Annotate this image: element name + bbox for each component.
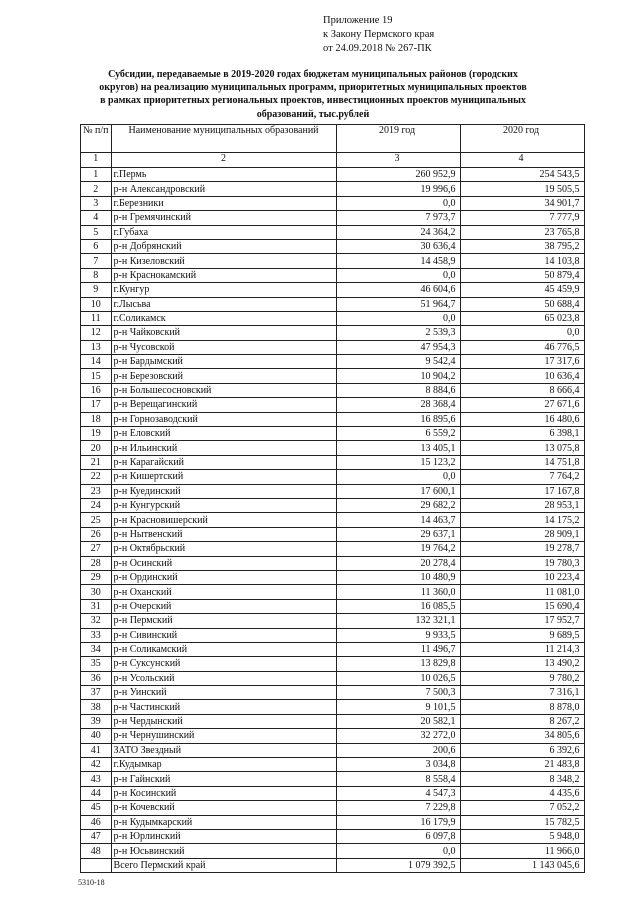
row-number: 16 bbox=[81, 383, 112, 397]
row-number: 48 bbox=[81, 844, 112, 858]
row-number: 15 bbox=[81, 369, 112, 383]
row-value-2019: 2 539,3 bbox=[336, 326, 460, 340]
table-row bbox=[81, 700, 585, 714]
table-row bbox=[81, 642, 585, 656]
row-value-2020: 19 505,5 bbox=[460, 182, 584, 196]
row-number: 44 bbox=[81, 786, 112, 800]
table-row bbox=[81, 239, 585, 253]
row-number: 11 bbox=[81, 311, 112, 325]
row-value-2019: 24 364,2 bbox=[336, 225, 460, 239]
table-row bbox=[81, 513, 585, 527]
row-number: 12 bbox=[81, 326, 112, 340]
row-number: 28 bbox=[81, 556, 112, 570]
appendix-line-1: Приложение 19 bbox=[323, 15, 393, 26]
row-value-2020: 254 543,5 bbox=[460, 168, 584, 182]
row-value-2019: 10 904,2 bbox=[336, 369, 460, 383]
table-row bbox=[81, 455, 585, 469]
table-row bbox=[81, 498, 585, 512]
table-row bbox=[81, 225, 585, 239]
table-row bbox=[81, 844, 585, 858]
row-value-2019: 16 085,5 bbox=[336, 599, 460, 613]
row-value-2020: 21 483,8 bbox=[460, 758, 584, 772]
table-row bbox=[81, 758, 585, 772]
row-value-2019: 6 559,2 bbox=[336, 427, 460, 441]
row-name: г.Губаха bbox=[111, 225, 336, 239]
total-label: Всего Пермский край bbox=[111, 858, 336, 872]
row-value-2019: 20 582,1 bbox=[336, 714, 460, 728]
row-value-2020: 27 671,6 bbox=[460, 398, 584, 412]
row-value-2019: 9 933,5 bbox=[336, 628, 460, 642]
header-2020: 2020 год bbox=[460, 125, 584, 153]
row-name: р-н Косинский bbox=[111, 786, 336, 800]
header-2019: 2019 год bbox=[336, 125, 460, 153]
row-name: р-н Гремячинский bbox=[111, 211, 336, 225]
total-2019: 1 079 392,5 bbox=[336, 858, 460, 872]
table-row bbox=[81, 340, 585, 354]
table-row bbox=[81, 254, 585, 268]
row-value-2019: 14 463,7 bbox=[336, 513, 460, 527]
row-value-2019: 32 272,0 bbox=[336, 729, 460, 743]
total-2020: 1 143 045,6 bbox=[460, 858, 584, 872]
row-name: р-н Бардымский bbox=[111, 355, 336, 369]
row-number: 26 bbox=[81, 527, 112, 541]
table-row bbox=[81, 441, 585, 455]
table-row bbox=[81, 283, 585, 297]
row-number: 4 bbox=[81, 211, 112, 225]
row-name: ЗАТО Звездный bbox=[111, 743, 336, 757]
row-value-2019: 200,6 bbox=[336, 743, 460, 757]
row-name: р-н Суксунский bbox=[111, 657, 336, 671]
table-row bbox=[81, 326, 585, 340]
row-value-2019: 19 764,2 bbox=[336, 542, 460, 556]
row-value-2019: 13 405,1 bbox=[336, 441, 460, 455]
row-value-2020: 8 267,2 bbox=[460, 714, 584, 728]
row-number: 25 bbox=[81, 513, 112, 527]
row-value-2020: 8 348,2 bbox=[460, 772, 584, 786]
row-name: р-н Ильинский bbox=[111, 441, 336, 455]
row-number: 5 bbox=[81, 225, 112, 239]
row-value-2020: 13 490,2 bbox=[460, 657, 584, 671]
total-no-cell bbox=[81, 858, 112, 872]
colnum-4: 4 bbox=[460, 153, 584, 168]
row-value-2020: 34 901,7 bbox=[460, 196, 584, 210]
row-value-2019: 8 558,4 bbox=[336, 772, 460, 786]
row-number: 38 bbox=[81, 700, 112, 714]
row-value-2019: 47 954,3 bbox=[336, 340, 460, 354]
table-row bbox=[81, 196, 585, 210]
row-value-2020: 0,0 bbox=[460, 326, 584, 340]
table-row bbox=[81, 355, 585, 369]
row-name: р-н Чернушинский bbox=[111, 729, 336, 743]
row-value-2020: 11 966,0 bbox=[460, 844, 584, 858]
row-number: 36 bbox=[81, 671, 112, 685]
row-value-2019: 10 480,9 bbox=[336, 570, 460, 584]
row-value-2020: 65 023,8 bbox=[460, 311, 584, 325]
row-name: р-н Юсьвинский bbox=[111, 844, 336, 858]
row-name: р-н Юрлинский bbox=[111, 829, 336, 843]
row-name: р-н Уинский bbox=[111, 686, 336, 700]
row-value-2020: 6 398,1 bbox=[460, 427, 584, 441]
table-row bbox=[81, 743, 585, 757]
row-value-2020: 4 435,6 bbox=[460, 786, 584, 800]
header-no: № п/п bbox=[81, 125, 112, 153]
row-name: р-н Чердынский bbox=[111, 714, 336, 728]
row-number: 7 bbox=[81, 254, 112, 268]
row-number: 22 bbox=[81, 470, 112, 484]
row-value-2020: 15 782,5 bbox=[460, 815, 584, 829]
table-row bbox=[81, 801, 585, 815]
colnum-2: 2 bbox=[111, 153, 336, 168]
document-title: Субсидии, передаваемые в 2019-2020 годах бюджетам муниципальных районов (городских округов) на реализацию муниципальных программ, приоритетных муниципальных проектов в рамках приоритетных региональных проектов, инвестиционных проектов муниципальных образований, тыс.рублей bbox=[99, 69, 527, 120]
row-number: 40 bbox=[81, 729, 112, 743]
row-value-2019: 8 884,6 bbox=[336, 383, 460, 397]
table-row bbox=[81, 168, 585, 182]
table-row bbox=[81, 556, 585, 570]
row-name: р-н Красновишерский bbox=[111, 513, 336, 527]
row-name: р-н Частинский bbox=[111, 700, 336, 714]
table-row bbox=[81, 815, 585, 829]
table-row bbox=[81, 585, 585, 599]
row-value-2020: 5 948,0 bbox=[460, 829, 584, 843]
table-row bbox=[81, 268, 585, 282]
row-value-2019: 6 097,8 bbox=[336, 829, 460, 843]
row-number: 41 bbox=[81, 743, 112, 757]
table-row bbox=[81, 182, 585, 196]
row-value-2019: 0,0 bbox=[336, 470, 460, 484]
row-name: р-н Березовский bbox=[111, 369, 336, 383]
row-number: 34 bbox=[81, 642, 112, 656]
row-value-2019: 0,0 bbox=[336, 268, 460, 282]
row-value-2020: 14 103,8 bbox=[460, 254, 584, 268]
row-value-2020: 28 953,1 bbox=[460, 498, 584, 512]
row-number: 33 bbox=[81, 628, 112, 642]
row-value-2019: 16 179,9 bbox=[336, 815, 460, 829]
row-value-2020: 7 764,2 bbox=[460, 470, 584, 484]
table-row bbox=[81, 829, 585, 843]
row-value-2020: 14 751,8 bbox=[460, 455, 584, 469]
row-value-2019: 51 964,7 bbox=[336, 297, 460, 311]
row-name: р-н Пермский bbox=[111, 614, 336, 628]
row-number: 35 bbox=[81, 657, 112, 671]
row-value-2020: 9 780,2 bbox=[460, 671, 584, 685]
row-value-2019: 29 682,2 bbox=[336, 498, 460, 512]
row-value-2020: 46 776,5 bbox=[460, 340, 584, 354]
row-number: 42 bbox=[81, 758, 112, 772]
table-row bbox=[81, 383, 585, 397]
row-name: р-н Соликамский bbox=[111, 642, 336, 656]
row-name: р-н Еловский bbox=[111, 427, 336, 441]
table-row bbox=[81, 412, 585, 426]
row-number: 31 bbox=[81, 599, 112, 613]
row-name: р-н Ординский bbox=[111, 570, 336, 584]
row-name: г.Кудымкар bbox=[111, 758, 336, 772]
row-name: р-н Куединский bbox=[111, 484, 336, 498]
row-name: р-н Очерский bbox=[111, 599, 336, 613]
row-number: 37 bbox=[81, 686, 112, 700]
row-number: 45 bbox=[81, 801, 112, 815]
row-number: 17 bbox=[81, 398, 112, 412]
table-row bbox=[81, 398, 585, 412]
row-value-2019: 9 101,5 bbox=[336, 700, 460, 714]
row-number: 1 bbox=[81, 168, 112, 182]
row-value-2020: 11 081,0 bbox=[460, 585, 584, 599]
row-value-2020: 7 316,1 bbox=[460, 686, 584, 700]
table-row bbox=[81, 427, 585, 441]
row-value-2020: 23 765,8 bbox=[460, 225, 584, 239]
table-row bbox=[81, 671, 585, 685]
table-row bbox=[81, 729, 585, 743]
row-value-2019: 30 636,4 bbox=[336, 239, 460, 253]
row-value-2020: 10 636,4 bbox=[460, 369, 584, 383]
row-value-2020: 17 952,7 bbox=[460, 614, 584, 628]
row-value-2019: 7 229,8 bbox=[336, 801, 460, 815]
appendix-block bbox=[323, 14, 434, 56]
row-value-2020: 6 392,6 bbox=[460, 743, 584, 757]
row-number: 47 bbox=[81, 829, 112, 843]
row-value-2020: 8 878,0 bbox=[460, 700, 584, 714]
row-value-2019: 7 500,3 bbox=[336, 686, 460, 700]
table-row bbox=[81, 311, 585, 325]
table-row bbox=[81, 297, 585, 311]
row-value-2019: 4 547,3 bbox=[336, 786, 460, 800]
row-value-2019: 17 600,1 bbox=[336, 484, 460, 498]
table-row bbox=[81, 772, 585, 786]
row-number: 32 bbox=[81, 614, 112, 628]
table-header bbox=[81, 125, 585, 168]
row-name: р-н Кунгурский bbox=[111, 498, 336, 512]
row-value-2019: 3 034,8 bbox=[336, 758, 460, 772]
colnum-3: 3 bbox=[336, 153, 460, 168]
row-value-2019: 10 026,5 bbox=[336, 671, 460, 685]
appendix-line-2: к Закону Пермского края bbox=[323, 29, 435, 40]
header-name: Наименование муниципальных образований bbox=[111, 125, 336, 153]
row-number: 8 bbox=[81, 268, 112, 282]
footer-code: 5310-18 bbox=[78, 878, 105, 887]
row-value-2019: 7 973,7 bbox=[336, 211, 460, 225]
row-name: р-н Осинский bbox=[111, 556, 336, 570]
table-row bbox=[81, 527, 585, 541]
row-value-2020: 19 278,7 bbox=[460, 542, 584, 556]
row-name: г.Соликамск bbox=[111, 311, 336, 325]
row-name: р-н Кочевский bbox=[111, 801, 336, 815]
row-value-2020: 19 780,3 bbox=[460, 556, 584, 570]
row-name: р-н Добрянский bbox=[111, 239, 336, 253]
row-value-2019: 20 278,4 bbox=[336, 556, 460, 570]
row-name: г.Кунгур bbox=[111, 283, 336, 297]
row-value-2019: 132 321,1 bbox=[336, 614, 460, 628]
row-value-2020: 45 459,9 bbox=[460, 283, 584, 297]
row-name: р-н Кудымкарский bbox=[111, 815, 336, 829]
row-number: 23 bbox=[81, 484, 112, 498]
table-row bbox=[81, 542, 585, 556]
row-name: р-н Оханский bbox=[111, 585, 336, 599]
total-row bbox=[81, 858, 585, 872]
row-value-2019: 46 604,6 bbox=[336, 283, 460, 297]
row-name: р-н Усольский bbox=[111, 671, 336, 685]
row-value-2019: 11 496,7 bbox=[336, 642, 460, 656]
row-number: 3 bbox=[81, 196, 112, 210]
row-name: г.Березники bbox=[111, 196, 336, 210]
row-value-2019: 15 123,2 bbox=[336, 455, 460, 469]
row-name: р-н Октябрьский bbox=[111, 542, 336, 556]
row-number: 46 bbox=[81, 815, 112, 829]
row-number: 2 bbox=[81, 182, 112, 196]
table-footer bbox=[81, 858, 585, 872]
row-number: 21 bbox=[81, 455, 112, 469]
row-name: р-н Кишертский bbox=[111, 470, 336, 484]
table-row bbox=[81, 614, 585, 628]
row-name: р-н Чусовской bbox=[111, 340, 336, 354]
row-number: 39 bbox=[81, 714, 112, 728]
row-value-2019: 0,0 bbox=[336, 196, 460, 210]
row-name: р-н Верещагинский bbox=[111, 398, 336, 412]
row-name: р-н Карагайский bbox=[111, 455, 336, 469]
row-number: 29 bbox=[81, 570, 112, 584]
row-number: 24 bbox=[81, 498, 112, 512]
table-row bbox=[81, 211, 585, 225]
row-value-2020: 8 666,4 bbox=[460, 383, 584, 397]
row-value-2019: 13 829,8 bbox=[336, 657, 460, 671]
colnum-1: 1 bbox=[81, 153, 112, 168]
row-number: 13 bbox=[81, 340, 112, 354]
row-value-2020: 11 214,3 bbox=[460, 642, 584, 656]
row-value-2020: 7 777,9 bbox=[460, 211, 584, 225]
row-number: 14 bbox=[81, 355, 112, 369]
row-value-2019: 11 360,0 bbox=[336, 585, 460, 599]
table-row bbox=[81, 599, 585, 613]
row-value-2020: 28 909,1 bbox=[460, 527, 584, 541]
row-value-2019: 0,0 bbox=[336, 311, 460, 325]
table-row bbox=[81, 570, 585, 584]
row-value-2020: 14 175,2 bbox=[460, 513, 584, 527]
row-value-2019: 260 952,9 bbox=[336, 168, 460, 182]
table-row bbox=[81, 786, 585, 800]
table-row bbox=[81, 657, 585, 671]
row-number: 19 bbox=[81, 427, 112, 441]
row-value-2019: 19 996,6 bbox=[336, 182, 460, 196]
row-number: 18 bbox=[81, 412, 112, 426]
row-value-2020: 50 879,4 bbox=[460, 268, 584, 282]
row-number: 30 bbox=[81, 585, 112, 599]
table-row bbox=[81, 470, 585, 484]
appendix-line-3: от 24.09.2018 № 267-ПК bbox=[323, 43, 432, 54]
row-value-2020: 7 052,2 bbox=[460, 801, 584, 815]
row-value-2020: 13 075,8 bbox=[460, 441, 584, 455]
row-name: р-н Горнозаводский bbox=[111, 412, 336, 426]
row-value-2020: 16 480,6 bbox=[460, 412, 584, 426]
row-value-2020: 34 805,6 bbox=[460, 729, 584, 743]
row-number: 27 bbox=[81, 542, 112, 556]
subsidies-table bbox=[80, 124, 585, 873]
row-value-2019: 29 637,1 bbox=[336, 527, 460, 541]
table-body bbox=[81, 168, 585, 859]
row-name: р-н Гайнский bbox=[111, 772, 336, 786]
row-value-2020: 17 167,8 bbox=[460, 484, 584, 498]
table-row bbox=[81, 714, 585, 728]
row-value-2020: 17 317,6 bbox=[460, 355, 584, 369]
row-name: р-н Краснокамский bbox=[111, 268, 336, 282]
row-name: р-н Нытвенский bbox=[111, 527, 336, 541]
table-row bbox=[81, 628, 585, 642]
row-number: 10 bbox=[81, 297, 112, 311]
row-name: г.Лысьва bbox=[111, 297, 336, 311]
row-number: 43 bbox=[81, 772, 112, 786]
row-name: р-н Кизеловский bbox=[111, 254, 336, 268]
row-name: р-н Александровский bbox=[111, 182, 336, 196]
row-value-2019: 14 458,9 bbox=[336, 254, 460, 268]
row-name: р-н Чайковский bbox=[111, 326, 336, 340]
row-value-2019: 16 895,6 bbox=[336, 412, 460, 426]
row-name: р-н Большесосновский bbox=[111, 383, 336, 397]
row-value-2020: 9 689,5 bbox=[460, 628, 584, 642]
row-number: 20 bbox=[81, 441, 112, 455]
row-value-2019: 0,0 bbox=[336, 844, 460, 858]
table-row bbox=[81, 369, 585, 383]
row-value-2019: 28 368,4 bbox=[336, 398, 460, 412]
row-number: 6 bbox=[81, 239, 112, 253]
row-name: р-н Сивинский bbox=[111, 628, 336, 642]
row-value-2020: 50 688,4 bbox=[460, 297, 584, 311]
row-value-2020: 10 223,4 bbox=[460, 570, 584, 584]
row-value-2019: 9 542,4 bbox=[336, 355, 460, 369]
row-number: 9 bbox=[81, 283, 112, 297]
row-name: г.Пермь bbox=[111, 168, 336, 182]
table-row bbox=[81, 686, 585, 700]
row-value-2020: 38 795,2 bbox=[460, 239, 584, 253]
row-value-2020: 15 690,4 bbox=[460, 599, 584, 613]
table-row bbox=[81, 484, 585, 498]
